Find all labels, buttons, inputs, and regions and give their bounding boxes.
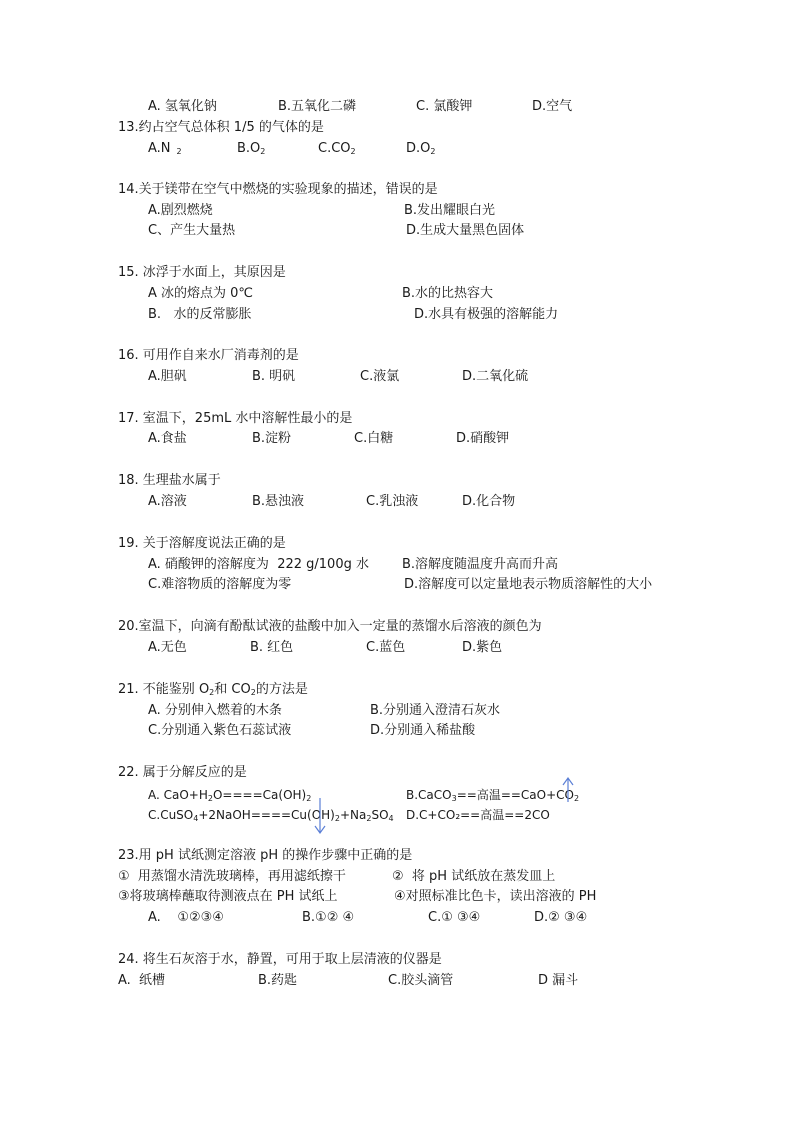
q15-stem: 15. 冰浮于水面上，其原因是 bbox=[118, 265, 286, 280]
q16-option-b: B. 明矾 bbox=[252, 369, 296, 384]
q18-option-b: B.悬浊液 bbox=[252, 494, 305, 509]
q19-option-d: D.溶解度可以定量地表示物质溶解性的大小 bbox=[404, 577, 653, 592]
q20-stem: 20.室温下，向滴有酚酞试液的盐酸中加入一定量的蒸馏水后溶液的颜色为 bbox=[118, 619, 542, 634]
q22-option-c: $C.CuSO_4+2NaOH====Cu(OH)_2+Na_2SO_4$ bbox=[148, 808, 394, 823]
q17-option-b: B.淀粉 bbox=[252, 431, 292, 446]
q13-stem: 13.约占空气总体积 1/5 的气体的是 bbox=[118, 120, 324, 135]
q16-option-a: A.胆矾 bbox=[148, 369, 187, 384]
q13-option-c: $C.CO_2$ bbox=[318, 141, 356, 156]
q19-option-b: B.溶解度随温度升高而升高 bbox=[402, 557, 559, 572]
down-arrow-annotation-icon bbox=[312, 796, 328, 836]
q19-option-a: A. 硝酸钾的溶解度为 222 g/100g 水 bbox=[148, 557, 369, 572]
q19-stem: 19. 关于溶解度说法正确的是 bbox=[118, 536, 286, 551]
q12-option-c: C. 氯酸钾 bbox=[416, 99, 473, 114]
q13-option-d: $D.O_2$ bbox=[406, 141, 436, 156]
q20-option-c: C.蓝色 bbox=[366, 640, 406, 655]
q20-option-d: D.紫色 bbox=[462, 640, 503, 655]
q17-option-a: A.食盐 bbox=[148, 431, 187, 446]
q21-option-b: B.分别通入澄清石灰水 bbox=[370, 703, 501, 718]
q13-option-a: A.N $_2$ bbox=[148, 141, 182, 156]
q23-step-4: ④对照标准比色卡，读出溶液的 PH bbox=[394, 889, 597, 904]
q19-option-c: C.难溶物质的溶解度为零 bbox=[148, 577, 292, 592]
q14-option-a: A.剧烈燃烧 bbox=[148, 203, 213, 218]
q24-option-c: C.胶头滴管 bbox=[388, 973, 454, 988]
q24-option-d: D 漏斗 bbox=[538, 973, 579, 988]
q21-stem: 21. 不能鉴别 $O_2$和 $CO_2$的方法是 bbox=[118, 682, 308, 697]
q21-option-c: C.分别通入紫色石蕊试液 bbox=[148, 723, 292, 738]
q12-option-a: A. 氢氧化钠 bbox=[148, 99, 217, 114]
q18-option-c: C.乳浊液 bbox=[366, 494, 419, 509]
q21-option-a: A. 分别伸入燃着的木条 bbox=[148, 703, 282, 718]
q23-step-1: ① 用蒸馏水清洗玻璃棒，再用滤纸擦干 bbox=[118, 869, 346, 884]
q24-option-b: B.药匙 bbox=[258, 973, 298, 988]
q22-option-d: D.C+CO₂==高温==2CO bbox=[406, 808, 550, 822]
q23-stem: 23.用 pH 试纸测定溶液 pH 的操作步骤中正确的是 bbox=[118, 848, 413, 863]
q21-option-d: D.分别通入稀盐酸 bbox=[370, 723, 476, 738]
q18-option-a: A.溶液 bbox=[148, 494, 187, 509]
q20-option-b: B. 红色 bbox=[250, 640, 294, 655]
q23-step-2: ② 将 pH 试纸放在蒸发皿上 bbox=[392, 869, 556, 884]
q22-option-b: B.CaCO$_3$==高温$==CaO+CO_2$ bbox=[406, 788, 580, 803]
q15-option-c: B. 水的反常膨胀 bbox=[148, 307, 252, 322]
q22-stem: 22. 属于分解反应的是 bbox=[118, 765, 247, 780]
q14-option-b: B.发出耀眼白光 bbox=[404, 203, 496, 218]
q14-stem: 14.关于镁带在空气中燃烧的实验现象的描述，错误的是 bbox=[118, 182, 438, 197]
q23-step-3: ③将玻璃棒蘸取待测液点在 PH 试纸上 bbox=[118, 889, 338, 904]
q24-option-a: A. 纸槽 bbox=[118, 973, 166, 988]
q24-stem: 24. 将生石灰溶于水，静置，可用于取上层清液的仪器是 bbox=[118, 952, 442, 967]
q17-stem: 17. 室温下，25mL 水中溶解性最小的是 bbox=[118, 411, 353, 426]
q14-option-d: D.生成大量黑色固体 bbox=[406, 223, 525, 238]
q12-option-d: D.空气 bbox=[532, 99, 573, 114]
q16-stem: 16. 可用作自来水厂消毒剂的是 bbox=[118, 348, 299, 363]
up-arrow-annotation-icon bbox=[560, 776, 576, 804]
q23-option-a: A. ①②③④ bbox=[148, 910, 224, 925]
q23-option-b: B.①② ④ bbox=[302, 910, 355, 925]
q15-option-b: B.水的比热容大 bbox=[402, 286, 494, 301]
q23-option-d: D.② ③④ bbox=[534, 910, 588, 925]
q17-option-c: C.白糖 bbox=[354, 431, 394, 446]
q22-option-a: A. $CaO+H_2O====Ca(OH)_2$ bbox=[148, 788, 312, 803]
q23-option-c: C.① ③④ bbox=[428, 910, 481, 925]
q16-option-c: C.液氯 bbox=[360, 369, 400, 384]
q16-option-d: D.二氧化硫 bbox=[462, 369, 529, 384]
q13-option-b: $B.O_2$ bbox=[237, 141, 266, 156]
q18-option-d: D.化合物 bbox=[462, 494, 516, 509]
q14-option-c: C、产生大量热 bbox=[148, 223, 236, 238]
q15-option-d: D.水具有极强的溶解能力 bbox=[414, 307, 559, 322]
q17-option-d: D.硝酸钾 bbox=[456, 431, 510, 446]
q15-option-a: A 冰的熔点为 0℃ bbox=[148, 286, 254, 301]
q20-option-a: A.无色 bbox=[148, 640, 187, 655]
q18-stem: 18. 生理盐水属于 bbox=[118, 473, 221, 488]
q12-option-b: B.五氧化二磷 bbox=[278, 99, 357, 114]
